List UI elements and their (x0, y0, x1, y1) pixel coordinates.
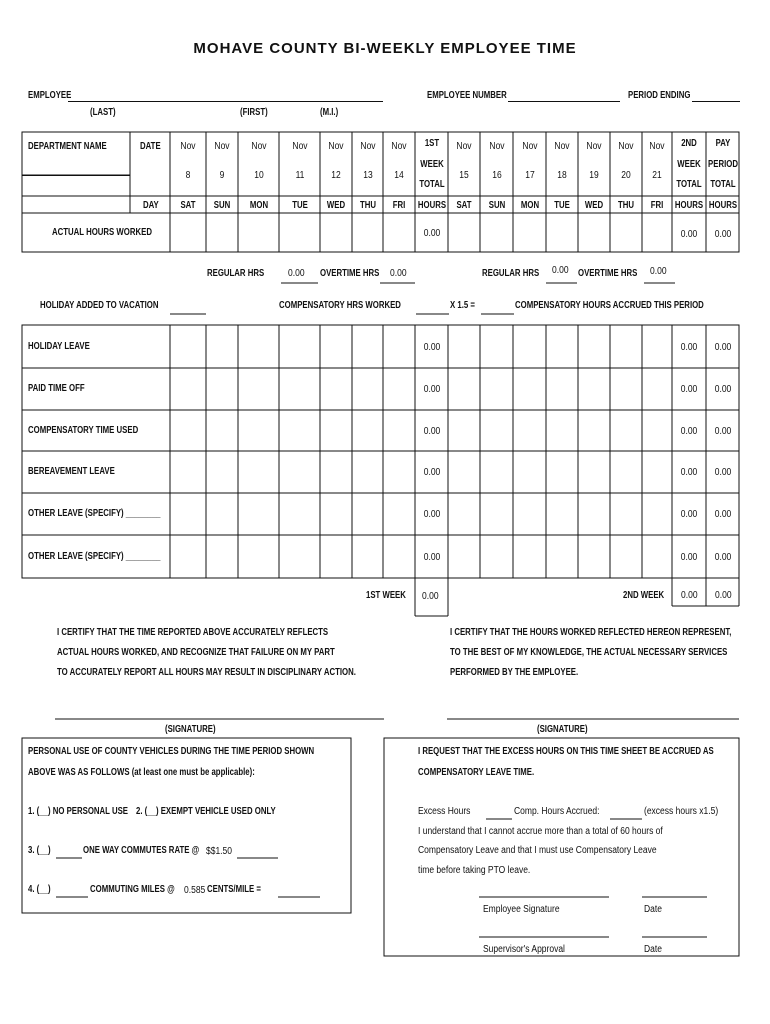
w2-regular-label: REGULAR HRS (482, 268, 540, 279)
leave-row-label: OTHER LEAVE (SPECIFY) ________ (28, 508, 161, 519)
w1-date-1: 9 (219, 170, 225, 181)
leave-row-total-value: 0.00 (714, 341, 731, 353)
leave-row-label: BEREAVEMENT LEAVE (28, 466, 115, 477)
w1-total-header-3: HOURS (417, 200, 446, 211)
w2-date-4: 19 (589, 170, 599, 181)
w1-overtime-value: 0.00 (390, 268, 407, 279)
w2-overtime-value: 0.00 (650, 266, 667, 277)
department-name-label: DEPARTMENT NAME (28, 141, 107, 152)
multiplier-label: X 1.5 = (450, 300, 475, 311)
w2-total-header-1: WEEK (677, 159, 701, 170)
comp-note-line3: time before taking PTO leave. (418, 865, 531, 876)
w2-date-5: 20 (621, 170, 631, 181)
first-name-label: (FIRST) (240, 107, 268, 118)
w1-date-0: 8 (185, 170, 191, 181)
vehicle-option-2[interactable]: 2. (__) EXEMPT VEHICLE USED ONLY (136, 806, 276, 817)
last-name-label: (LAST) (90, 107, 116, 118)
date-caption-2: Date (644, 944, 662, 955)
w1-month-5: Nov (359, 141, 376, 152)
pay-period-header-1: PERIOD (707, 159, 738, 170)
w1-date-6: 14 (394, 170, 404, 181)
one-way-commutes-label: ONE WAY COMMUTES RATE @ (83, 845, 200, 856)
leave-row-total-value: 0.00 (714, 551, 731, 563)
leave-row-w2-value: 0.00 (680, 341, 698, 353)
w2-total-header-3: HOURS (674, 200, 704, 211)
leave-row-w1-value: 0.00 (423, 467, 440, 478)
holiday-vacation-label: HOLIDAY ADDED TO VACATION (40, 300, 159, 311)
commuting-miles-label: COMMUTING MILES @ (90, 884, 175, 895)
w1-day-6: FRI (392, 200, 406, 211)
leave-row-w2-value: 0.00 (680, 467, 698, 478)
comp-note-line1: I understand that I cannot accrue more than a total of 60 hours of (418, 826, 663, 837)
period-total-value: 0.00 (715, 590, 732, 601)
leave-row-label: COMPENSATORY TIME USED (28, 424, 139, 436)
w1-total-header-2: TOTAL (418, 179, 445, 190)
w1-date-2: 10 (253, 170, 264, 181)
comp-request-line1: I REQUEST THAT THE EXCESS HOURS ON THIS TIME SHEET BE ACCRUED AS (418, 746, 714, 757)
leave-row-w2-value: 0.00 (680, 425, 698, 437)
week1-total-value: 0.00 (422, 591, 439, 602)
w2-day-6: FRI (650, 200, 664, 211)
vehicle-line2: ABOVE WAS AS FOLLOWS (at least one must be applicable): (28, 767, 255, 778)
certify-right-line2: TO THE BEST OF MY KNOWLEDGE, THE ACTUAL NECESSARY SERVICES (450, 647, 728, 658)
w2-day-2: MON (520, 200, 539, 211)
form-title: MOHAVE COUNTY BI-WEEKLY EMPLOYEE TIME (193, 40, 577, 57)
employee-number-label: EMPLOYEE NUMBER (427, 90, 507, 101)
certify-left-line1: I CERTIFY THAT THE TIME REPORTED ABOVE ACCURATELY REFLECTS (57, 627, 329, 638)
w1-day-0: SAT (180, 200, 196, 211)
w1-date-4: 12 (331, 170, 341, 181)
leave-row-w1-value: 0.00 (423, 551, 440, 563)
comp-hours-accrued-label: COMPENSATORY HOURS ACCRUED THIS PERIOD (515, 300, 704, 311)
date-label: DATE (140, 141, 161, 152)
supervisor-approval-caption: Supervisor's Approval (483, 944, 565, 955)
w2-month-6: Nov (649, 141, 665, 152)
w1-month-6: Nov (391, 141, 407, 152)
w2-date-6: 21 (652, 170, 662, 181)
leave-row-w1-value: 0.00 (423, 425, 440, 437)
pay-period-header-3: HOURS (708, 200, 737, 211)
leave-row-total-value: 0.00 (714, 509, 731, 520)
leave-row-w1-value: 0.00 (423, 509, 440, 520)
employee-signature-label: (SIGNATURE) (165, 724, 216, 735)
pay-period-header-0: PAY (715, 138, 730, 149)
actual-hours-worked-label: ACTUAL HOURS WORKED (52, 227, 152, 238)
w1-total-header-1: WEEK (419, 159, 444, 170)
comp-hours-accrued-field-label: Comp. Hours Accrued: (514, 806, 600, 817)
employee-label: EMPLOYEE (28, 90, 72, 101)
leave-row-w2-value: 0.00 (680, 551, 698, 563)
leave-row-total-value: 0.00 (714, 425, 731, 437)
leave-row-w2-value: 0.00 (680, 384, 698, 395)
employee-signature-caption: Employee Signature (483, 904, 560, 915)
w1-month-4: Nov (328, 141, 344, 152)
w1-month-1: Nov (214, 141, 230, 152)
w2-total-header-0: 2ND (681, 138, 697, 149)
employee-signature-field[interactable] (55, 719, 384, 720)
w1-total-header-0: 1ST (424, 138, 439, 149)
comp-request-line2: COMPENSATORY LEAVE TIME. (418, 767, 535, 778)
w2-date-1: 16 (491, 170, 502, 181)
department-name-field[interactable] (22, 175, 130, 176)
w2-day-4: WED (584, 200, 604, 211)
mileage-rate-value: 0.585 (184, 885, 206, 896)
w2-month-2: Nov (521, 141, 538, 152)
vehicle-option-3[interactable]: 3. (__) (28, 845, 51, 856)
day-label: DAY (143, 200, 159, 211)
w1-month-3: Nov (291, 141, 308, 152)
w1-date-5: 13 (362, 170, 373, 181)
w2-month-0: Nov (456, 141, 472, 152)
cents-per-mile-label: CENTS/MILE = (207, 884, 261, 895)
comp-hours-worked-label: COMPENSATORY HRS WORKED (279, 300, 401, 311)
leave-row-label: PAID TIME OFF (28, 383, 85, 394)
w2-date-0: 15 (459, 170, 469, 181)
w2-regular-value: 0.00 (552, 265, 569, 276)
leave-row-label: HOLIDAY LEAVE (28, 340, 90, 352)
w1-day-5: THU (359, 200, 376, 211)
actual-w1-total: 0.00 (423, 228, 440, 239)
w2-day-3: TUE (554, 200, 570, 211)
w1-month-2: Nov (250, 141, 267, 152)
w2-day-0: SAT (456, 200, 472, 211)
w2-day-5: THU (617, 200, 635, 211)
vehicle-option-1[interactable]: 1. (__) NO PERSONAL USE (28, 806, 128, 817)
w1-overtime-label: OVERTIME HRS (320, 268, 380, 279)
actual-w2-total: 0.00 (680, 229, 698, 240)
certify-left-line2: ACTUAL HOURS WORKED, AND RECOGNIZE THAT FAILURE ON MY PART (57, 647, 335, 658)
w1-day-2: MON (249, 200, 268, 211)
date-caption-1: Date (644, 904, 662, 915)
leave-row-total-value: 0.00 (714, 467, 731, 478)
comp-note-line2: Compensatory Leave and that I must use Compensatory Leave (418, 845, 657, 856)
w1-regular-value: 0.00 (288, 268, 305, 279)
supervisor-signature-label: (SIGNATURE) (537, 724, 588, 735)
actual-period-total: 0.00 (714, 229, 731, 240)
leave-row-label: OTHER LEAVE (SPECIFY) ________ (28, 550, 161, 562)
w2-total-header-2: TOTAL (676, 179, 702, 190)
supervisor-signature-field[interactable] (447, 719, 739, 720)
pay-period-header-2: TOTAL (709, 179, 736, 190)
certify-right-line1: I CERTIFY THAT THE HOURS WORKED REFLECTED HEREON REPRESENT, (450, 627, 732, 638)
w2-month-5: Nov (618, 141, 634, 152)
week1-total-label: 1ST WEEK (366, 590, 406, 601)
excess-hours-label: Excess Hours (418, 806, 471, 817)
w2-date-2: 17 (524, 170, 535, 181)
certify-left-line3: TO ACCURATELY REPORT ALL HOURS MAY RESULT IN DISCIPLINARY ACTION. (57, 667, 356, 678)
period-ending-label: PERIOD ENDING (628, 90, 691, 101)
leave-row-w2-value: 0.00 (680, 509, 698, 520)
w2-month-1: Nov (488, 141, 505, 152)
w2-overtime-label: OVERTIME HRS (578, 268, 638, 279)
w2-month-3: Nov (554, 141, 570, 152)
commute-rate-value: $$1.50 (206, 846, 233, 857)
vehicle-option-4[interactable]: 4. (__) (28, 884, 51, 895)
w2-month-4: Nov (586, 141, 602, 152)
w2-date-3: 18 (557, 170, 567, 181)
w1-day-4: WED (326, 200, 346, 211)
excess-hours-note: (excess hours x1.5) (644, 806, 719, 817)
week2-total-label: 2ND WEEK (623, 590, 665, 601)
leave-row-w1-value: 0.00 (423, 341, 440, 353)
week2-total-value: 0.00 (681, 590, 698, 601)
w1-day-1: SUN (213, 200, 231, 211)
certify-right-line3: PERFORMED BY THE EMPLOYEE. (450, 667, 579, 678)
vehicle-line1: PERSONAL USE OF COUNTY VEHICLES DURING THE TIME PERIOD SHOWN (28, 746, 315, 757)
w1-month-0: Nov (180, 141, 196, 152)
w2-day-1: SUN (488, 200, 505, 211)
w1-day-3: TUE (291, 200, 308, 211)
w1-regular-label: REGULAR HRS (207, 268, 265, 279)
w1-date-3: 11 (295, 170, 304, 181)
middle-initial-label: (M.I.) (320, 107, 339, 118)
leave-row-total-value: 0.00 (714, 384, 731, 395)
leave-row-w1-value: 0.00 (423, 384, 440, 395)
